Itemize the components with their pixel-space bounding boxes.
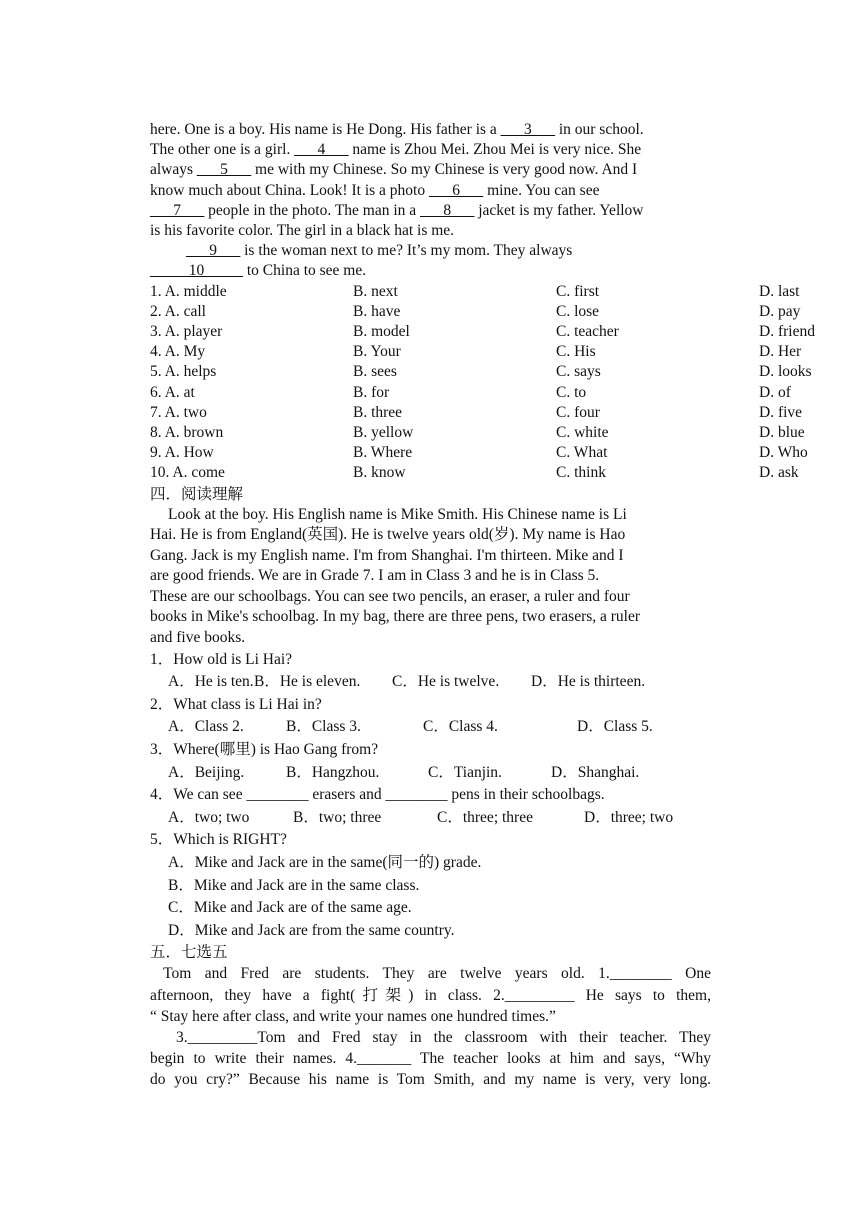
option-c: C．Tianjin. (428, 763, 502, 781)
blank-4: ___4___ (294, 141, 349, 159)
text: mine. You can see (483, 181, 600, 199)
question-options (150, 762, 712, 785)
option-b: B．Hangzhou. (286, 763, 380, 781)
option-d: D. of (759, 383, 791, 401)
passage-line: 3._________Tom and Fred stay in the classroom with their teacher. They (176, 1028, 711, 1046)
option-d: D. last (759, 282, 800, 300)
option-row (150, 463, 860, 483)
option-b: B. know (353, 464, 406, 482)
cloze-line (150, 181, 712, 201)
option-d: D. friend (759, 323, 815, 340)
option-a: 5. A. helps (150, 363, 217, 381)
cloze-line (150, 201, 712, 221)
blank-8: ___8___ (420, 201, 475, 219)
question-option: B．Mike and Jack are in the same class. (168, 876, 420, 894)
passage-line: Hai. He is from England(英国). He is twelve years old(岁). My name is Hao (150, 526, 626, 544)
option-c: C．Class 4. (423, 718, 498, 736)
option-a: A．Beijing. (168, 763, 245, 781)
option-row (150, 322, 860, 342)
option-c: C. think (556, 464, 606, 482)
text: me with my Chinese. So my Chinese is very good now. And I (251, 161, 638, 179)
option-a: 3. A. player (150, 323, 223, 340)
option-d: D．He is thirteen. (531, 673, 646, 691)
option-a: A．Class 2. (168, 718, 244, 736)
question-options (150, 716, 712, 739)
option-c: C. teacher (556, 323, 619, 340)
question: 3．Where(哪里) is Hao Gang from? (150, 741, 379, 759)
passage-line: afternoon, they have a fight(打架) in class. 2._________ He says to them, (150, 986, 711, 1004)
option-d: D. pay (759, 302, 801, 320)
text: The other one is a girl. (150, 141, 295, 159)
text: in our school. (554, 121, 644, 138)
blank-5: ___5___ (196, 161, 252, 179)
option-a: A．two; two (168, 808, 250, 826)
option-b: B. for (353, 383, 390, 401)
cloze-line (150, 241, 712, 261)
option-c: C．He is twelve. (392, 673, 500, 691)
option-d: D. blue (759, 423, 805, 441)
option-a: 1. A. middle (150, 282, 227, 300)
option-c: C. lose (556, 302, 600, 320)
cloze-line (150, 261, 712, 281)
option-b: B. model (353, 323, 410, 340)
option-c: C．three; three (437, 808, 533, 826)
option-b: B. yellow (353, 423, 414, 441)
option-b: B. Your (353, 343, 401, 361)
cloze-line (150, 160, 712, 180)
option-c: C. His (556, 343, 596, 361)
option-d: D. five (759, 403, 803, 421)
passage-line: begin to write their names. 4._______ The teacher looks at him and says, “Why (150, 1050, 711, 1068)
cloze-line (150, 221, 712, 241)
cloze-options (150, 282, 860, 484)
document-page (150, 120, 815, 1091)
question-option: A．Mike and Jack are in the same(同一的) grade. (168, 854, 482, 871)
cloze-passage (150, 120, 712, 282)
passage-line: Gang. Jack is my English name. I'm from Shanghai. I'm thirteen. Mike and I (150, 546, 624, 564)
option-b: B. Where (353, 444, 413, 462)
option-d: D. Her (759, 343, 802, 361)
option-row (150, 302, 860, 322)
blank-6: ___6___ (428, 181, 484, 199)
passage-line: “ Stay here after class, and write your names one hundred times.” (150, 1007, 556, 1025)
option-c: C. says (556, 363, 601, 381)
section-heading-reading: 四．阅读理解 (150, 485, 244, 503)
option-b: B. next (353, 282, 398, 300)
option-d: D．Shanghai. (551, 763, 640, 781)
section-heading-seven-five: 五．七选五 (150, 944, 228, 962)
option-c: C. four (556, 403, 600, 421)
option-a: 10. A. come (150, 464, 225, 482)
option-row (150, 443, 860, 463)
option-b: B. have (353, 302, 401, 320)
option-row (150, 342, 860, 362)
blank-3: ___3___ (500, 121, 555, 138)
option-a: A．He is ten. (168, 673, 254, 691)
text: to China to see me. (243, 262, 367, 280)
text: people in the photo. The man in a (204, 201, 421, 219)
cloze-line (150, 120, 712, 140)
question: 4．We can see ________ erasers and ________ pens in their schoolbags. (150, 786, 605, 804)
option-d: D. ask (759, 464, 799, 482)
option-d: D. looks (759, 363, 812, 381)
passage-line: Tom and Fred are students. They are twelve years old. 1.________ One (150, 965, 711, 983)
passage-line: and five books. (150, 629, 246, 647)
option-a: 7. A. two (150, 403, 207, 421)
option-c: C. first (556, 282, 600, 300)
passage-line: books in Mike's schoolbag. In my bag, there are three pens, two erasers, a ruler (150, 608, 641, 626)
question: 2．What class is Li Hai in? (150, 695, 322, 713)
seven-five-passage (150, 963, 711, 1090)
option-row (150, 423, 860, 443)
text: always (150, 161, 197, 179)
text: jacket is my father. Yellow (474, 201, 644, 219)
passage-line: are good friends. We are in Grade 7. I am in Class 3 and he is in Class 5. (150, 567, 600, 585)
text: name is Zhou Mei. Zhou Mei is very nice. She (348, 141, 642, 159)
text: here. One is a boy. His name is He Dong. His father is a (150, 121, 501, 138)
option-c: C. What (556, 444, 608, 462)
text: is his favorite color. The girl in a black hat is me. (150, 222, 455, 240)
option-b: B. sees (353, 363, 397, 381)
option-row (150, 362, 860, 382)
option-b: B. three (353, 403, 403, 421)
reading-questions (150, 649, 712, 943)
reading-passage (150, 505, 712, 649)
option-b: B．He is eleven. (254, 673, 361, 691)
option-d: D．Class 5. (577, 718, 653, 736)
option-b: B．two; three (293, 808, 382, 826)
blank-10: _____10_____ (150, 262, 243, 280)
question-options (150, 671, 712, 694)
option-a: 2. A. call (150, 302, 206, 320)
option-c: C. white (556, 423, 609, 441)
option-row (150, 282, 860, 302)
question: 5．Which is RIGHT? (150, 831, 287, 849)
option-d: D．three; two (584, 808, 674, 826)
question-option: D．Mike and Jack are from the same country. (168, 921, 455, 939)
question-option: C．Mike and Jack are of the same age. (168, 899, 412, 917)
question-options (150, 807, 712, 830)
blank-7: ___7___ (150, 201, 205, 219)
passage-line: Look at the boy. His English name is Mike Smith. His Chinese name is Li (168, 505, 627, 523)
option-row (150, 403, 860, 423)
option-d: D. Who (759, 444, 808, 462)
option-a: 4. A. My (150, 343, 206, 361)
blank-9: ___9___ (186, 242, 241, 260)
option-a: 8. A. brown (150, 423, 224, 441)
option-a: 9. A. How (150, 444, 214, 462)
cloze-line (150, 140, 712, 160)
option-row (150, 383, 860, 403)
text: is the woman next to me? It’s my mom. They always (240, 242, 573, 260)
option-b: B．Class 3. (286, 718, 361, 736)
text: know much about China. Look! It is a photo (150, 181, 429, 199)
question: 1．How old is Li Hai? (150, 650, 293, 668)
option-a: 6. A. at (150, 383, 195, 401)
passage-line: do you cry?” Because his name is Tom Smith, and my name is very, very long. (150, 1071, 711, 1089)
option-c: C. to (556, 383, 587, 401)
passage-line: These are our schoolbags. You can see two pencils, an eraser, a ruler and four (150, 587, 630, 605)
